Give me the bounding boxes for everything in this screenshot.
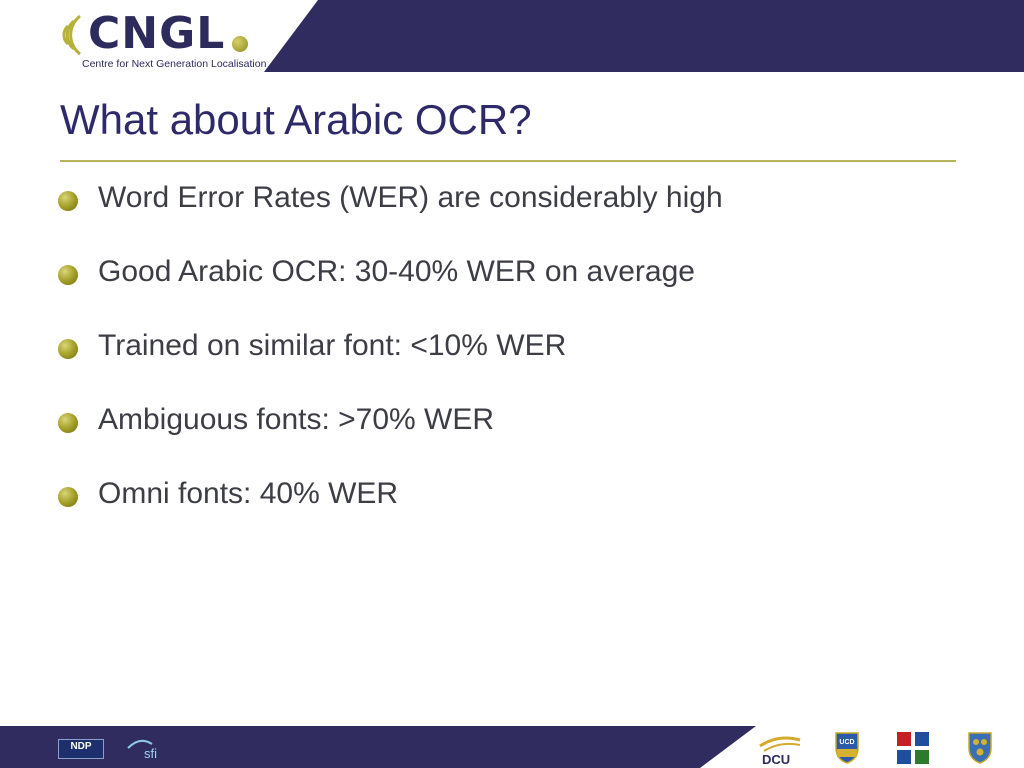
logo-wordmark: CNGL <box>88 8 226 59</box>
bullet-text: Good Arabic OCR: 30-40% WER on average <box>98 255 695 288</box>
slide-title: What about Arabic OCR? <box>60 96 532 143</box>
partner-crest-icon <box>897 732 929 764</box>
cngl-logo <box>60 8 280 74</box>
bullet-item <box>58 248 723 322</box>
bullet-dot-icon <box>58 487 78 507</box>
dcu-logo-text: DCU <box>762 752 791 766</box>
bullet-item <box>58 174 723 248</box>
sfi-logo <box>126 734 170 764</box>
logo-dot-icon <box>232 36 248 52</box>
bullet-item <box>58 322 723 396</box>
bullet-text: Omni fonts: 40% WER <box>98 477 399 510</box>
bullet-item <box>58 396 723 470</box>
bullet-list <box>58 174 723 544</box>
ndp-logo: NDP <box>58 739 104 759</box>
title-divider <box>60 160 956 162</box>
bullet-item <box>58 470 723 544</box>
sfi-logo-text: sfi <box>144 746 157 761</box>
signal-waves-icon <box>60 12 86 58</box>
bullet-dot-icon <box>58 413 78 433</box>
logo-tagline: Centre for Next Generation Localisation <box>82 58 267 70</box>
bullet-dot-icon <box>58 265 78 285</box>
bullet-dot-icon <box>58 339 78 359</box>
bullet-text: Word Error Rates (WER) are considerably high <box>98 181 723 214</box>
ucd-crest-text: UCD <box>839 739 855 746</box>
shield-crest-icon <box>968 732 992 764</box>
bullet-text: Ambiguous fonts: >70% WER <box>98 403 495 436</box>
ucd-crest-icon <box>835 732 859 764</box>
dcu-logo <box>756 732 804 766</box>
bullet-text: Trained on similar font: <10% WER <box>98 329 567 362</box>
bullet-dot-icon <box>58 191 78 211</box>
